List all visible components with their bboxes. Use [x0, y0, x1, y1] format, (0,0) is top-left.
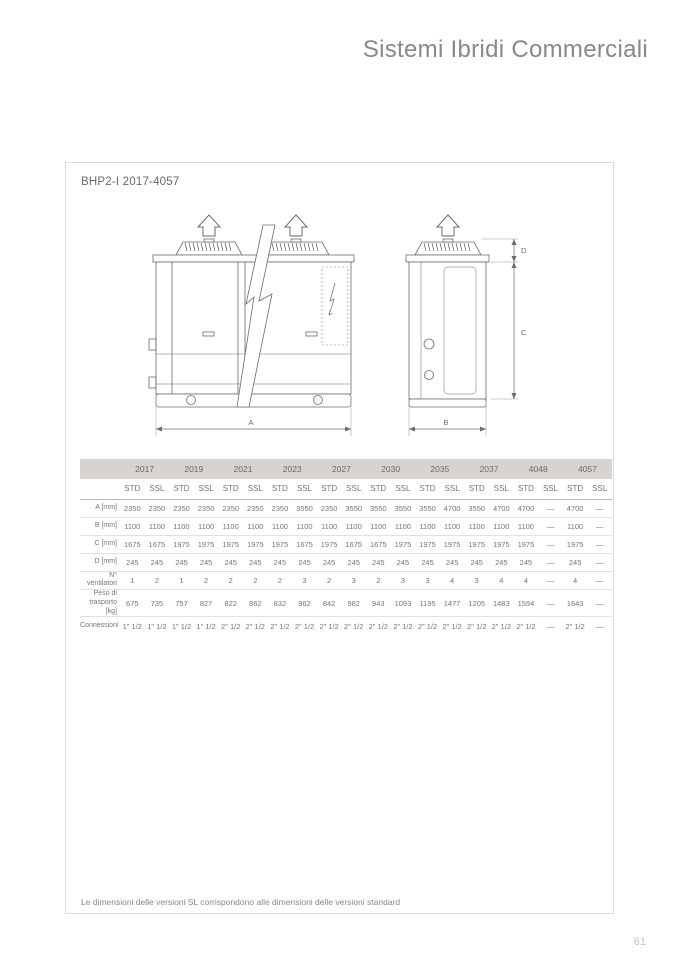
table-cell: 2" 1/2 [368, 621, 388, 631]
table-cell: 4 [573, 575, 578, 585]
table-cell: 245 [421, 557, 434, 567]
column-group-2035: 2035 [415, 459, 464, 479]
table-row [80, 617, 612, 635]
table-cell: 822 [224, 598, 237, 608]
table-cell: 1100 [148, 521, 165, 531]
dimensions-table [80, 459, 612, 635]
table-cell: 245 [175, 557, 188, 567]
product-model-title: BHP2-I 2017-4057 [81, 176, 180, 188]
subheader-std: STD [563, 479, 588, 499]
table-cell: 862 [249, 598, 262, 608]
table-cell: — [546, 598, 555, 608]
table-cell: 1100 [345, 521, 362, 531]
column-group-2030: 2030 [366, 459, 415, 479]
table-cell: 1 [130, 575, 135, 585]
dimension-b-label: B [443, 418, 449, 427]
dimension-a-label: A [248, 418, 254, 427]
dimension-c-label: C [521, 328, 527, 337]
table-cell: 1483 [492, 598, 510, 608]
table-cell: 245 [126, 557, 139, 567]
table-cell: 1975 [517, 539, 535, 549]
table-cell: 1675 [369, 539, 387, 549]
table-cell: 245 [568, 557, 582, 567]
table-cell: 3 [400, 575, 405, 585]
table-cell: 1 [179, 575, 184, 585]
table-cell: 2" 1/2 [221, 621, 241, 631]
table-cell: 1675 [296, 539, 313, 549]
front-view [149, 215, 354, 436]
table-cell: — [595, 503, 604, 513]
footnote: Le dimensioni delle versioni SL corrispondono alle dimensioni delle versioni standard [81, 897, 401, 907]
table-cell: 245 [470, 557, 483, 567]
table-cell: 1100 [321, 521, 338, 531]
table-cell: 4700 [443, 503, 461, 513]
table-cell: 2" 1/2 [516, 621, 536, 631]
table-cell: — [595, 521, 604, 531]
table-cell: 4 [450, 575, 455, 585]
technical-drawing [66, 209, 615, 459]
table-cell: 245 [224, 557, 237, 567]
table-cell: — [546, 539, 555, 549]
table-cell: 1100 [247, 521, 264, 531]
table-cell: 1675 [345, 539, 363, 549]
table-cell: — [546, 621, 555, 631]
column-group-4048: 4048 [514, 459, 563, 479]
airflow-up-arrow-icon [198, 215, 220, 236]
table-cell: 1975 [173, 539, 190, 549]
table-cell: — [595, 575, 604, 585]
table-row [80, 590, 612, 617]
table-cell: 2" 1/2 [565, 621, 585, 631]
subheader-std: STD [415, 479, 440, 499]
table-cell: 832 [273, 598, 287, 608]
column-group-2021: 2021 [218, 459, 267, 479]
table-cell: 4 [499, 575, 504, 585]
table-cell: 1675 [123, 539, 141, 549]
table-cell: 1100 [419, 521, 436, 531]
table-cell: 245 [519, 557, 533, 567]
side-view [406, 215, 527, 436]
page-title: Sistemi Ibridi Commerciali [362, 36, 648, 63]
table-cell: 1975 [419, 539, 436, 549]
table-cell: 2" 1/2 [467, 621, 487, 631]
table-corner [80, 459, 120, 479]
table-cell: 4700 [492, 503, 510, 513]
row-label: Connessioni [80, 621, 119, 629]
table-cell: 245 [347, 557, 360, 567]
table-cell: 2" 1/2 [294, 621, 315, 631]
table-cell: — [546, 557, 555, 567]
table-row [80, 571, 612, 590]
airflow-up-arrow-icon [437, 215, 459, 236]
table-cell: 1100 [173, 521, 190, 531]
table-cell: 1975 [468, 539, 486, 549]
row-label: B [mm] [94, 521, 117, 529]
table-cell: 1100 [444, 521, 461, 531]
table-cell: 1975 [443, 539, 461, 549]
subheader-std: STD [169, 479, 194, 499]
table-cell: 2" 1/2 [442, 621, 462, 631]
table-row [80, 517, 612, 535]
row-label: N° ventilatori [87, 571, 117, 588]
subheader-ssl: SSL [391, 479, 416, 499]
table-cell: — [546, 575, 555, 585]
fan-unit-icon [415, 239, 481, 255]
column-group-4057: 4057 [563, 459, 612, 479]
table-cell: 735 [150, 598, 164, 608]
table-cell: 3 [474, 575, 479, 585]
table-cell: 1975 [246, 539, 264, 549]
row-label: D [mm] [94, 557, 117, 565]
table-cell: 1" 1/2 [196, 621, 216, 631]
subheader-std: STD [317, 479, 342, 499]
table-cell: 1100 [517, 521, 534, 531]
table-cell: 1195 [419, 598, 436, 608]
table-cell: 245 [396, 557, 410, 567]
table-cell: 3 [425, 575, 430, 585]
table-cell: 1975 [394, 539, 412, 549]
table-cell: 245 [199, 557, 213, 567]
table-cell: 2 [277, 575, 282, 585]
column-group-2017: 2017 [120, 459, 169, 479]
table-cell: 2350 [123, 503, 141, 513]
table-cell: 245 [322, 557, 336, 567]
table-cell: 2" 1/2 [270, 621, 290, 631]
table-cell: 1975 [320, 539, 338, 549]
airflow-up-arrow-icon [285, 215, 307, 236]
table-cell: 3550 [345, 503, 363, 513]
table-cell: 2 [228, 575, 233, 585]
table-cell: 1100 [198, 521, 215, 531]
table-cell: 2 [327, 575, 332, 585]
table-cell: 1" 1/2 [171, 621, 192, 631]
subheader-std: STD [366, 479, 391, 499]
table-cell: 842 [322, 598, 336, 608]
column-group-2019: 2019 [169, 459, 218, 479]
table-cell: 1100 [394, 521, 411, 531]
column-group-2027: 2027 [317, 459, 366, 479]
table-cell: 4700 [566, 503, 584, 513]
table-cell: 827 [199, 598, 213, 608]
table-cell: 2" 1/2 [245, 621, 265, 631]
fan-unit-icon [176, 239, 242, 255]
subheader-std: STD [514, 479, 539, 499]
table-cell: 1100 [271, 521, 288, 531]
subheader-ssl: SSL [489, 479, 514, 499]
table-cell: 1477 [443, 598, 461, 608]
table-cell: 982 [347, 598, 360, 608]
table-cell: 1100 [370, 521, 387, 531]
subheader-ssl: SSL [243, 479, 268, 499]
table-cell: 1975 [222, 539, 240, 549]
table-cell: — [546, 521, 555, 531]
table-cell: 2 [204, 575, 209, 585]
table-cell: 675 [126, 598, 139, 608]
row-label: A [mm] [95, 503, 117, 511]
table-cell: 1975 [271, 539, 289, 549]
table-cell: 2" 1/2 [344, 621, 364, 631]
table-cell: — [595, 557, 604, 567]
table-cell: 1100 [124, 521, 141, 531]
table-cell: 1594 [517, 598, 535, 608]
table-cell: 2350 [148, 503, 166, 513]
table-cell: 2350 [173, 503, 190, 513]
subheader-ssl: SSL [538, 479, 563, 499]
subheader-std: STD [464, 479, 489, 499]
table-cell: 1975 [566, 539, 584, 549]
subheader-std: STD [268, 479, 293, 499]
page-number: 61 [633, 936, 646, 948]
table-cell: 2 [154, 575, 159, 585]
table-cell: 1675 [148, 539, 166, 549]
dimension-c [491, 262, 527, 399]
table-cell: 2" 1/2 [319, 621, 339, 631]
table-cell: — [595, 539, 604, 549]
table-cell: 2350 [197, 503, 215, 513]
table-cell: 2350 [222, 503, 240, 513]
table-cell: 1975 [197, 539, 215, 549]
product-panel [65, 162, 614, 914]
subheader-ssl: SSL [292, 479, 317, 499]
table-row [80, 535, 612, 553]
table-cell: 2350 [271, 503, 289, 513]
table-cell: 1205 [468, 598, 486, 608]
table-cell: 2" 1/2 [417, 621, 438, 631]
table-cell: 245 [372, 557, 385, 567]
fan-unit-icon [263, 239, 329, 255]
table-cell: 1975 [492, 539, 510, 549]
row-label: Peso di trasporto [kg] [89, 590, 117, 615]
table-cell: 1" 1/2 [147, 621, 167, 631]
table-cell: 2 [253, 575, 258, 585]
table-cell: 1100 [296, 521, 313, 531]
table-cell: — [595, 598, 604, 608]
table-cell: 1100 [493, 521, 510, 531]
table-cell: 1093 [394, 598, 412, 608]
subheader-ssl: SSL [587, 479, 612, 499]
table-cell: 962 [298, 598, 311, 608]
table-cell: 245 [249, 557, 262, 567]
column-group-2023: 2023 [268, 459, 317, 479]
subheader-std: STD [120, 479, 145, 499]
table-cell: 4700 [517, 503, 535, 513]
table-cell: 1100 [222, 521, 239, 531]
table-row [80, 499, 612, 517]
table-cell: 3550 [468, 503, 486, 513]
table-cell: 2350 [320, 503, 338, 513]
column-group-2037: 2037 [464, 459, 513, 479]
table-cell: 1100 [567, 521, 584, 531]
subheader-ssl: SSL [440, 479, 465, 499]
table-corner [80, 479, 120, 499]
table-cell: 943 [372, 598, 385, 608]
table-cell: 757 [175, 598, 188, 608]
subheader-ssl: SSL [145, 479, 170, 499]
table-cell: 3550 [394, 503, 412, 513]
table-cell: 4 [523, 575, 528, 585]
table-cell: 3 [302, 575, 307, 585]
table-cell: 245 [150, 557, 164, 567]
dimension-d-label: D [521, 246, 527, 255]
subheader-ssl: SSL [194, 479, 219, 499]
table-cell: — [546, 503, 555, 513]
table-cell: 3 [351, 575, 356, 585]
table-cell: 245 [495, 557, 508, 567]
table-cell: 2350 [246, 503, 264, 513]
table-cell: 1" 1/2 [122, 621, 142, 631]
table-cell: 245 [445, 557, 459, 567]
table-cell: 2 [376, 575, 381, 585]
row-label: C [mm] [94, 539, 117, 547]
table-row [80, 553, 612, 571]
table-cell: 3550 [419, 503, 436, 513]
table-cell: 3550 [369, 503, 387, 513]
table-cell: 245 [298, 557, 311, 567]
subheader-ssl: SSL [341, 479, 366, 499]
table-cell: 245 [273, 557, 287, 567]
table-cell: 1643 [566, 598, 584, 608]
table-cell: 1100 [468, 521, 485, 531]
table-cell: — [595, 621, 604, 631]
subheader-std: STD [218, 479, 243, 499]
table-cell: 2" 1/2 [491, 621, 511, 631]
table-cell: 3550 [296, 503, 313, 513]
table-cell: 2" 1/2 [393, 621, 413, 631]
